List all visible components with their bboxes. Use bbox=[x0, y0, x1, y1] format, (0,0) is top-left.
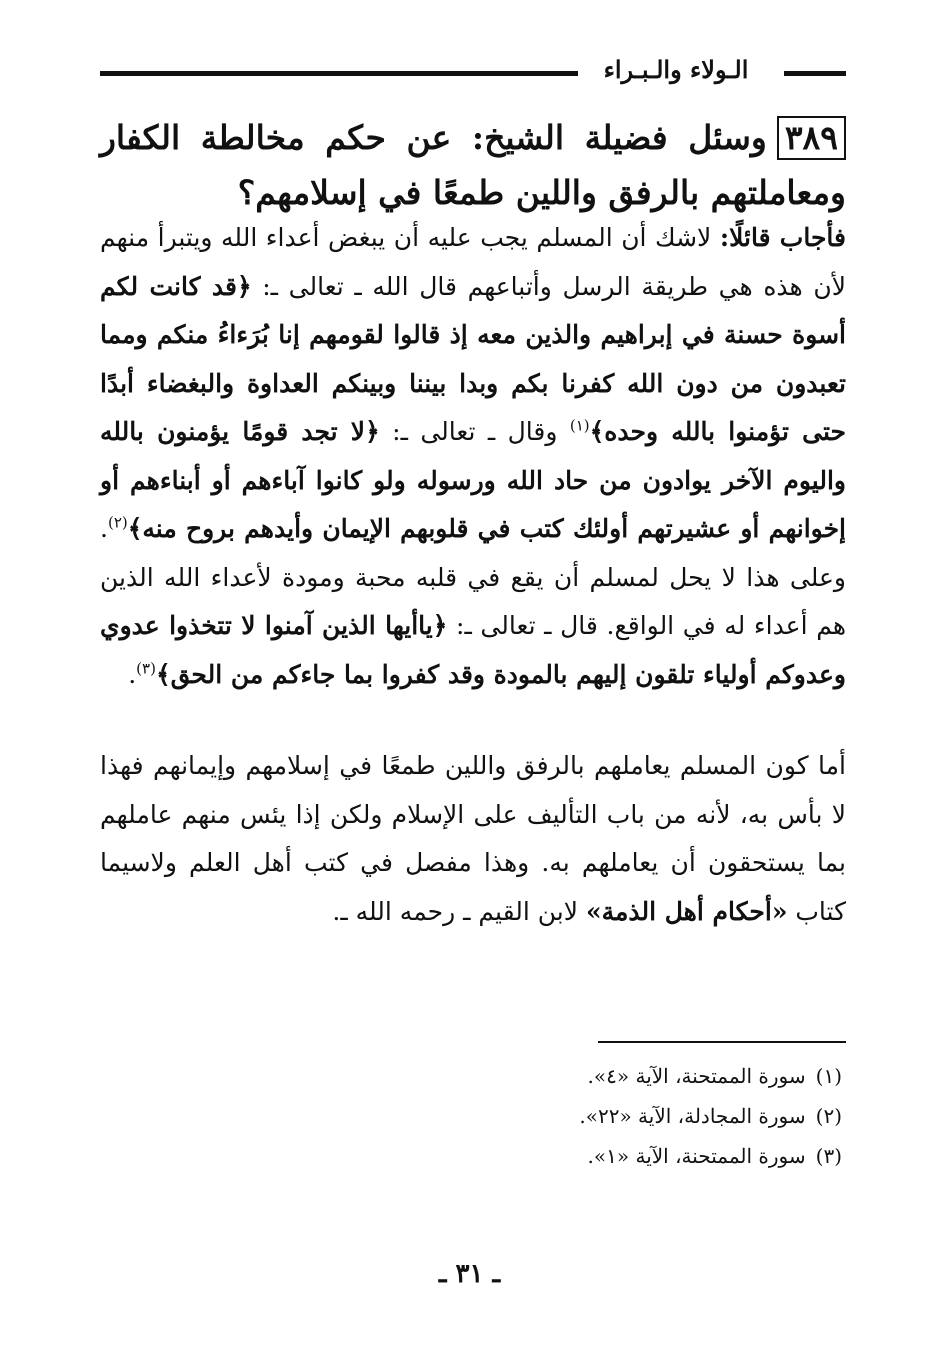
footnote-number: (٢) bbox=[815, 1104, 842, 1128]
footnote-separator bbox=[598, 1041, 846, 1043]
footnote-text: سورة المجادلة، الآية «٢٢». bbox=[579, 1104, 806, 1128]
second-paragraph bbox=[100, 742, 846, 936]
footnote-ref-1: (١) bbox=[569, 416, 590, 435]
footnote-text: سورة الممتحنة، الآية «١». bbox=[587, 1144, 806, 1168]
answer-lead: فأجاب قائلًا: bbox=[719, 223, 846, 252]
page-number: ـ ٣١ ـ bbox=[438, 1259, 501, 1289]
running-header bbox=[100, 52, 846, 88]
question-heading bbox=[100, 110, 846, 220]
question-text: وسئل فضيلة الشيخ: عن حكم مخالطة الكفار ومعاملتهم بالرفق واللين طمعًا في إسلامهم؟ bbox=[100, 118, 846, 212]
quran-quote-2: ﴿لا تجد قومًا يؤمنون بالله واليوم الآخر يوادون من حاد الله ورسوله ولو كانوا آباءهم أو أبناءهم أو إخوانهم أو عشيرتهم أولئك كتب في قلوبهم الإيمان وأيدهم بروح منه﴾ bbox=[100, 417, 846, 543]
header-rule-left bbox=[100, 71, 578, 76]
footnote-number: (٣) bbox=[815, 1144, 842, 1168]
answer-text-1: لاشك أن المسلم يجب عليه أن يبغض أعداء الله ويتبرأ منهم لأن هذه هي طريقة الرسل وأتباعهم قال الله ـ تعالى ـ: bbox=[100, 223, 846, 301]
footnotes bbox=[100, 1056, 842, 1176]
footnote-ref-2: (٢) bbox=[107, 513, 128, 532]
question-number: ٣٨٩ bbox=[777, 116, 846, 160]
answer-paragraph bbox=[100, 214, 846, 699]
answer-text-2: وقال ـ تعالى ـ: bbox=[379, 417, 570, 446]
footnote-number: (١) bbox=[815, 1064, 842, 1088]
paragraph2-text-2: لابن القيم ـ رحمه الله ـ. bbox=[332, 896, 586, 926]
answer-text-4: . bbox=[128, 659, 137, 689]
quran-quote-1: ﴿قد كانت لكم أسوة حسنة في إبراهيم والذين معه إذ قالوا لقومهم إنا بُرَءاءُ منكم ومما تعبدون من دون الله كفرنا بكم وبدا بيننا وبينكم العداوة والبغضاء أبدًا حتى تؤمنوا بالله وحده﴾ bbox=[100, 271, 846, 446]
header-rule-right bbox=[784, 71, 846, 76]
answer-text-3: . وعلى هذا لا يحل لمسلم أن يقع في قلبه محبة ومودة لأعداء الله الذين هم أعداء له في الواقع. قال ـ تعالى ـ: bbox=[100, 514, 847, 640]
footnote-item bbox=[100, 1136, 842, 1176]
footnote-ref-3: (٣) bbox=[136, 659, 156, 678]
footnote-text: سورة الممتحنة، الآية «٤». bbox=[587, 1064, 806, 1088]
book-title: «أحكام أهل الذمة» bbox=[585, 896, 788, 926]
paragraph2-text-1: أما كون المسلم يعاملهم بالرفق واللين طمعًا في إسلامهم وإيمانهم فهذا لا بأس به، لأنه من باب التأليف على الإسلام ولكن إذا يئس منهم عاملهم بما يستحقون أن يعاملهم به. وهذا مفصل في كتب أهل العلم ولاسيما كتاب bbox=[100, 751, 846, 926]
quran-quote-3: ﴿ياأيها الذين آمنوا لا تتخذوا عدوي وعدوكم أولياء تلقون إليهم بالمودة وقد كفروا بما جاءكم من الحق﴾ bbox=[100, 611, 846, 689]
footnote-item bbox=[100, 1056, 842, 1096]
header-title: الـولاء والـبـراء bbox=[603, 55, 749, 84]
footnote-item bbox=[100, 1096, 842, 1136]
